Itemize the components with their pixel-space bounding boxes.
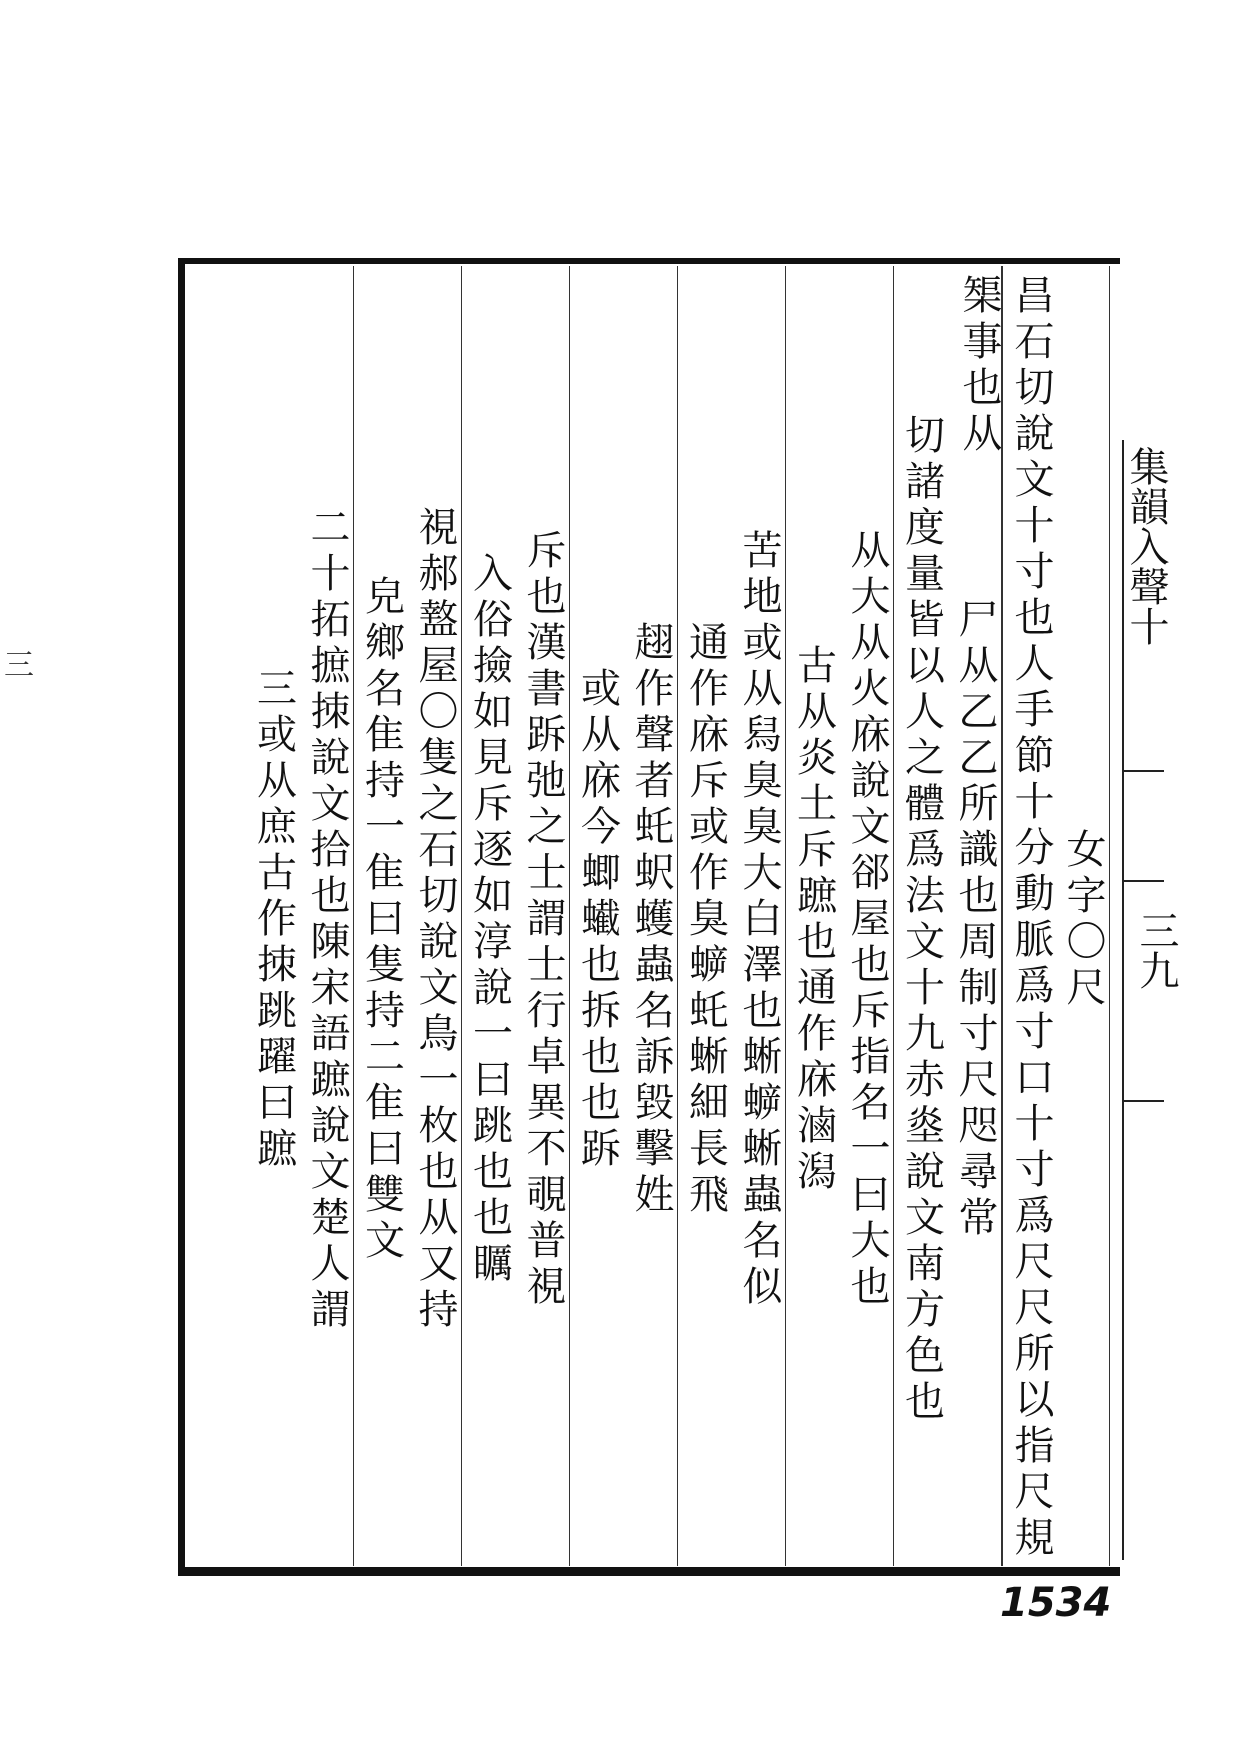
text-line: 切諸度量皆以人之體爲法文十九赤烾說文南方色也 <box>898 414 945 1426</box>
text-column <box>246 266 354 1566</box>
edge-mark-text: 三 <box>4 648 34 683</box>
gutter-rule <box>1124 880 1164 882</box>
text-line: 古从炎土斥蹠也通作庥滷潟 <box>790 644 837 1196</box>
margin-gutter <box>1122 440 1179 1560</box>
text-line: 从大从火庥說文郤屋也斥指名一曰大也 <box>844 529 890 1311</box>
column-body <box>462 274 569 1566</box>
page-number <box>1000 1580 1111 1626</box>
page-number-text: 1534 <box>1000 1580 1112 1626</box>
gutter-rule <box>1124 770 1164 772</box>
text-line: 苦地或从舄臭臭大白澤也蜥蝷蜥蟲名似 <box>736 529 782 1311</box>
text-line: 昌石切說文十寸也人手節十分動脈爲寸口十寸爲尺尺所以指尺規榘事也从 <box>956 274 1054 1562</box>
leaf-number <box>1128 910 1185 990</box>
text-line: 皃鄉名隹持一隹曰隻持二隹曰雙文 <box>358 575 405 1265</box>
gutter-rule <box>1124 1100 1164 1102</box>
text-line: 斥也漢書跅弛之士謂士行卓異不覗普視 <box>520 529 566 1311</box>
text-line: 視郝盩屋〇隻之石切說文鳥一枚也从又持 <box>412 506 458 1334</box>
text-line: 女字〇尺 <box>1060 828 1106 1012</box>
text-line: 三或从庶古作拺跳躍曰蹠 <box>250 667 297 1173</box>
text-column <box>786 266 894 1566</box>
text-column <box>678 266 786 1566</box>
column-body <box>786 274 893 1566</box>
text-line: 尸从乙乙所識也周制寸尺咫尋常 <box>952 598 998 1242</box>
column-body <box>570 274 677 1566</box>
text-line: 二十拓摭拺說文拾也陳宋語蹠說文楚人謂 <box>304 506 350 1334</box>
text-line: 或从庥今蝍蠘也拆也也跅 <box>574 667 621 1173</box>
leaf-number-text: 三九 <box>1133 910 1179 990</box>
column-body <box>678 274 785 1566</box>
column-body <box>894 274 1001 1566</box>
text-column <box>894 266 1002 1566</box>
text-column <box>570 266 678 1566</box>
volume-title <box>1123 446 1169 646</box>
text-line: 通作庥斥或作臭蝷虴蜥細長飛 <box>682 621 729 1219</box>
volume-title-text: 集韻入聲十 <box>1123 446 1169 646</box>
text-column <box>354 266 462 1566</box>
column-body <box>354 274 461 1566</box>
text-column <box>462 266 570 1566</box>
text-line: 趐作聲者虴蚇蠖蟲名訴毀擊姓 <box>628 621 674 1219</box>
column-body <box>246 274 353 1566</box>
text-line: 入俗撿如見斥逐如淳說一曰跳也也矋 <box>466 552 513 1288</box>
edge-mark <box>4 640 34 684</box>
